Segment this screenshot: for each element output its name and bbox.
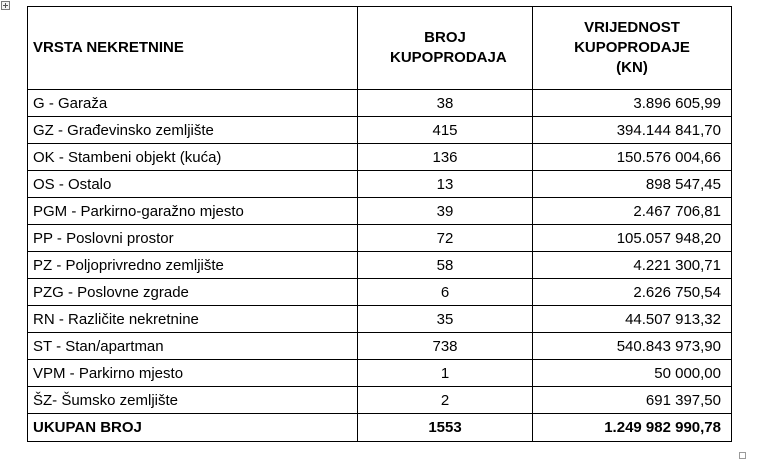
sales-count-cell: 35	[358, 306, 533, 333]
sales-count-cell: 72	[358, 225, 533, 252]
sales-value-cell: 105.057 948,20	[533, 225, 732, 252]
table-row	[28, 90, 732, 117]
sales-value-cell: 898 547,45	[533, 171, 732, 198]
sales-count-cell: 39	[358, 198, 533, 225]
sales-value-cell: 4.221 300,71	[533, 252, 732, 279]
header-sales-count	[358, 7, 533, 90]
header-property-type: VRSTA NEKRETNINE	[28, 7, 358, 90]
sales-count-cell: 738	[358, 333, 533, 360]
sales-count-cell: 6	[358, 279, 533, 306]
total-row	[28, 414, 732, 442]
sales-value-cell: 2.626 750,54	[533, 279, 732, 306]
property-type-cell: GZ - Građevinsko zemljište	[28, 117, 358, 144]
sales-value-cell: 150.576 004,66	[533, 144, 732, 171]
table-row	[28, 198, 732, 225]
sales-count-cell: 136	[358, 144, 533, 171]
property-type-cell: PGM - Parkirno-garažno mjesto	[28, 198, 358, 225]
sales-value-cell: 44.507 913,32	[533, 306, 732, 333]
property-type-cell: RN - Različite nekretnine	[28, 306, 358, 333]
header-sales-count-text: BROJ KUPOPRODAJA	[390, 29, 507, 66]
table-row	[28, 279, 732, 306]
header-sales-value-text: VRIJEDNOST KUPOPRODAJE (KN)	[574, 19, 690, 76]
table-row	[28, 252, 732, 279]
property-type-cell: PP - Poslovni prostor	[28, 225, 358, 252]
sales-count-cell: 2	[358, 387, 533, 414]
table-row	[28, 306, 732, 333]
table-row	[28, 225, 732, 252]
sales-value-cell: 50 000,00	[533, 360, 732, 387]
property-type-cell: VPM - Parkirno mjesto	[28, 360, 358, 387]
sales-count-cell: 415	[358, 117, 533, 144]
real-estate-sales-table	[27, 6, 732, 442]
sales-count-cell: 1	[358, 360, 533, 387]
property-type-cell: G - Garaža	[28, 90, 358, 117]
table-row	[28, 333, 732, 360]
sales-count-cell: 13	[358, 171, 533, 198]
property-type-cell: PZG - Poslovne zgrade	[28, 279, 358, 306]
header-row	[28, 7, 732, 90]
sales-count-cell: 58	[358, 252, 533, 279]
property-type-cell: OK - Stambeni objekt (kuća)	[28, 144, 358, 171]
total-label: UKUPAN BROJ	[28, 414, 358, 442]
sales-value-cell: 540.843 973,90	[533, 333, 732, 360]
sales-value-cell: 3.896 605,99	[533, 90, 732, 117]
table-row	[28, 171, 732, 198]
total-count: 1553	[358, 414, 533, 442]
property-type-cell: PZ - Poljoprivredno zemljište	[28, 252, 358, 279]
resize-handle-icon[interactable]	[739, 452, 746, 459]
property-type-cell: ST - Stan/apartman	[28, 333, 358, 360]
table-row	[28, 387, 732, 414]
header-sales-value	[533, 7, 732, 90]
property-type-cell: ŠZ- Šumsko zemljište	[28, 387, 358, 414]
sales-value-cell: 2.467 706,81	[533, 198, 732, 225]
property-type-cell: OS - Ostalo	[28, 171, 358, 198]
table-row	[28, 117, 732, 144]
sales-value-cell: 691 397,50	[533, 387, 732, 414]
table-row	[28, 360, 732, 387]
table-move-handle-icon[interactable]	[1, 1, 10, 10]
sales-value-cell: 394.144 841,70	[533, 117, 732, 144]
sales-count-cell: 38	[358, 90, 533, 117]
table-row	[28, 144, 732, 171]
total-value: 1.249 982 990,78	[533, 414, 732, 442]
